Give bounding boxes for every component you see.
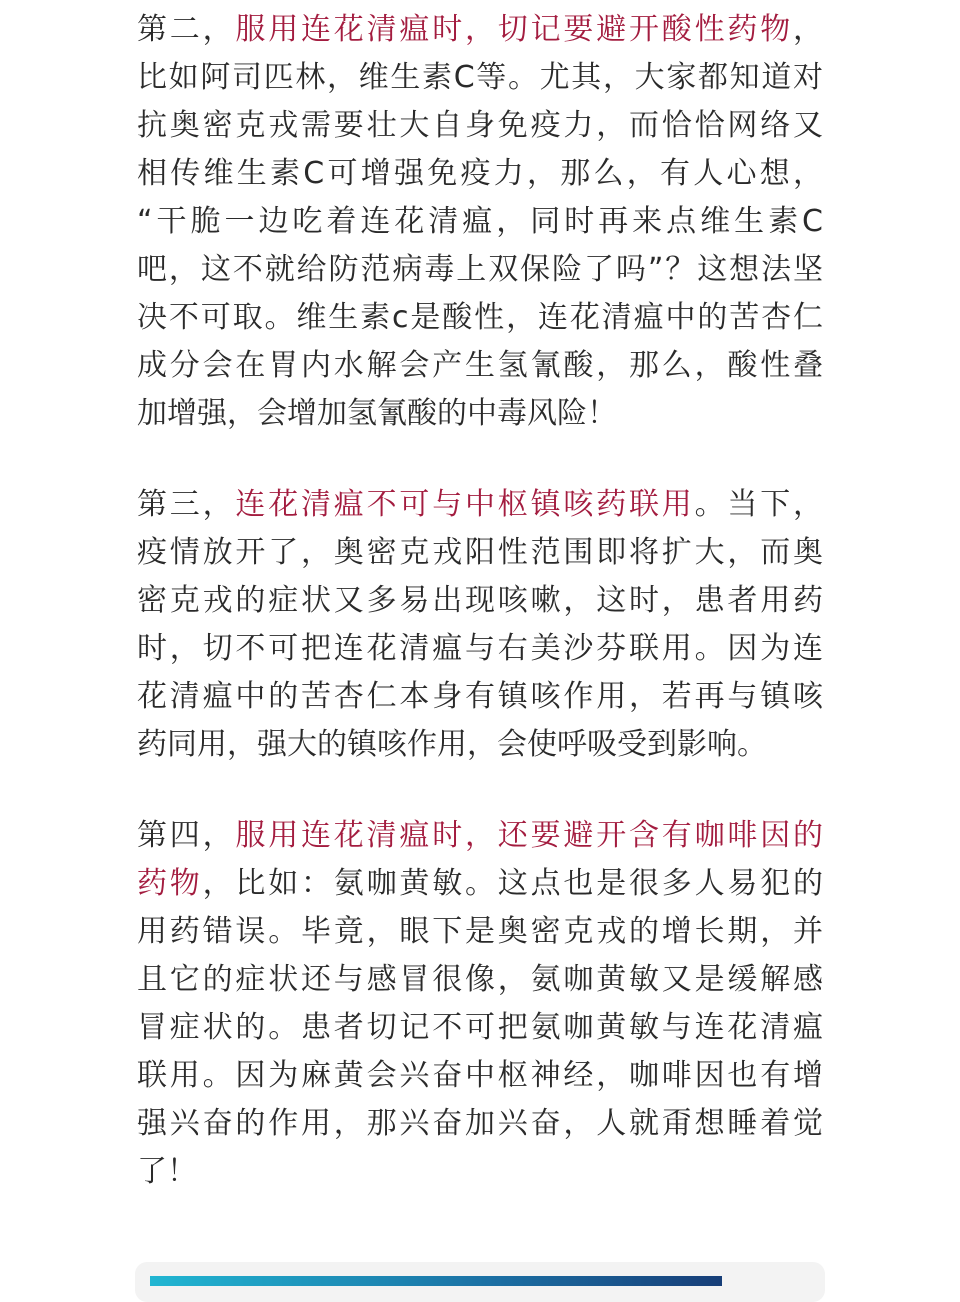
- body-text: ，: [793, 12, 824, 47]
- body-text: 第四，: [137, 818, 236, 853]
- text-line: [137, 54, 823, 102]
- text-line: [137, 812, 823, 860]
- text-line: [137, 246, 823, 294]
- paragraph: [137, 812, 823, 1196]
- body-text: 冒症状的。患者切记不可把氨咖黄敏与连花清瘟: [137, 1010, 823, 1045]
- body-text: 第二，: [137, 12, 236, 47]
- text-line: [137, 673, 823, 721]
- text-line: [137, 150, 823, 198]
- text-line: [137, 198, 823, 246]
- body-text: 用药错误。毕竟，眼下是奥密克戎的增长期，并: [137, 914, 823, 949]
- body-text: 吧，这不就给防范病毒上双保险了吗”？这想法坚: [137, 252, 823, 287]
- body-text: 第三，: [137, 487, 236, 522]
- body-text: 花清瘟中的苦杏仁本身有镇咳作用，若再与镇咳: [137, 679, 823, 714]
- body-text: 时，切不可把连花清瘟与右美沙芬联用。因为连: [137, 631, 823, 666]
- text-line: [137, 6, 823, 54]
- article-body: [137, 6, 823, 1239]
- body-text: 了！: [137, 1154, 197, 1189]
- text-line: [137, 625, 823, 673]
- highlighted-text: 连花清瘟不可与中枢镇咳药联用: [235, 487, 695, 522]
- text-line: [137, 721, 823, 769]
- card-banner-image: [150, 1276, 722, 1286]
- body-text: 联用。因为麻黄会兴奋中枢神经，咖啡因也有增: [137, 1058, 823, 1093]
- related-card[interactable]: [135, 1262, 825, 1302]
- body-text: 决不可取。维生素c是酸性，连花清瘟中的苦杏仁: [137, 300, 823, 335]
- body-text: “干脆一边吃着连花清瘟，同时再来点维生素C: [137, 204, 823, 239]
- body-text: 。当下，: [694, 487, 824, 522]
- text-line: [137, 342, 823, 390]
- highlighted-text: 服用连花清瘟时，还要避开含有咖啡因的: [235, 818, 824, 853]
- paragraph: [137, 481, 823, 769]
- body-text: 疫情放开了，奥密克戎阳性范围即将扩大，而奥: [137, 535, 823, 570]
- text-line: [137, 481, 823, 529]
- paragraph: [137, 6, 823, 438]
- text-line: [137, 529, 823, 577]
- text-line: [137, 1100, 823, 1148]
- text-line: [137, 1004, 823, 1052]
- body-text: 比如阿司匹林，维生素C等。尤其，大家都知道对: [137, 60, 823, 95]
- text-line: [137, 1148, 823, 1196]
- highlighted-text: 药物: [137, 866, 203, 901]
- body-text: 且它的症状还与感冒很像，氨咖黄敏又是缓解感: [137, 962, 823, 997]
- text-line: [137, 577, 823, 625]
- text-line: [137, 1052, 823, 1100]
- highlighted-text: 服用连花清瘟时，切记要避开酸性药物: [235, 12, 794, 47]
- body-text: ，比如：氨咖黄敏。这点也是很多人易犯的: [202, 866, 824, 901]
- text-line: [137, 956, 823, 1004]
- body-text: 抗奥密克戎需要壮大自身免疫力，而恰恰网络又: [137, 108, 823, 143]
- body-text: 相传维生素C可增强免疫力，那么，有人心想，: [137, 156, 823, 191]
- body-text: 成分会在胃内水解会产生氢氰酸，那么，酸性叠: [137, 348, 823, 383]
- body-text: 强兴奋的作用，那兴奋加兴奋，人就甭想睡着觉: [137, 1106, 823, 1141]
- body-text: 药同用，强大的镇咳作用，会使呼吸受到影响。: [137, 727, 767, 762]
- text-line: [137, 102, 823, 150]
- text-line: [137, 390, 823, 438]
- body-text: 加增强，会增加氢氰酸的中毒风险！: [137, 396, 617, 431]
- text-line: [137, 860, 823, 908]
- body-text: 密克戎的症状又多易出现咳嗽，这时，患者用药: [137, 583, 823, 618]
- text-line: [137, 908, 823, 956]
- text-line: [137, 294, 823, 342]
